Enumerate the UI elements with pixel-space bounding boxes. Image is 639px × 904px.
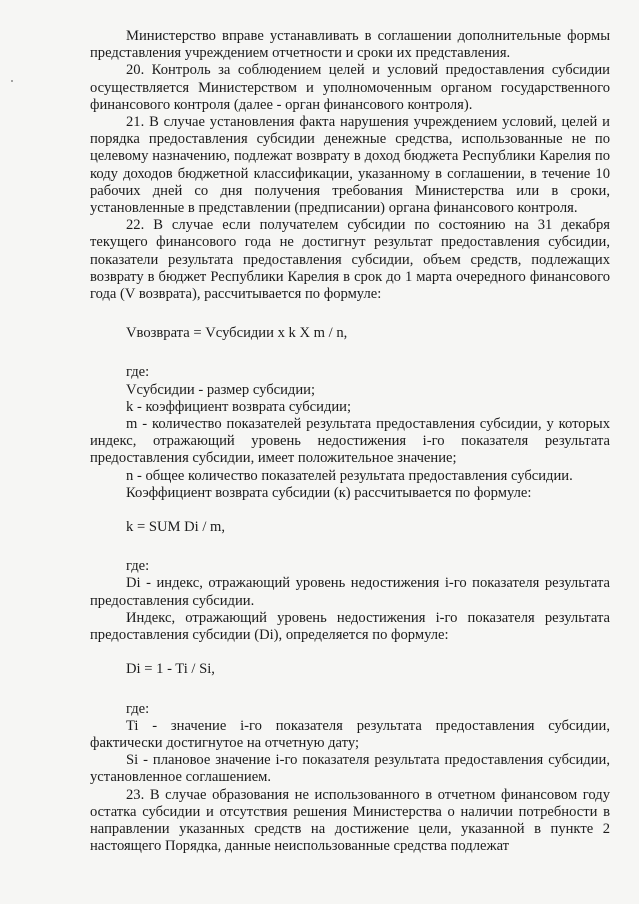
index-intro: Индекс, отражающий уровень недостижения i-го показателя результата предоставления субсидии (Di), определяется по формуле: xyxy=(90,609,610,644)
document-body xyxy=(90,28,610,855)
spacer xyxy=(90,679,610,701)
definition-di: Di - индекс, отражающий уровень недостижения i-го показателя результата предоставления субсидии. xyxy=(90,575,610,609)
spacer xyxy=(90,644,610,661)
spacer xyxy=(90,502,610,519)
definition-n: n - общее количество показателей результата предоставления субсидии. xyxy=(126,467,573,484)
spacer xyxy=(90,303,610,325)
definition-v: Vсубсидии - размер субсидии; xyxy=(126,381,316,398)
formula-return-volume: Vвозврата = Vсубсидии x k X m / n, xyxy=(126,325,348,342)
definition-ti: Ti - значение i-го показателя результата предоставления субсидии, фактически достигнутое на отчетную дату; xyxy=(90,717,610,751)
coefficient-intro: Коэффициент возврата субсидии (к) рассчитывается по формуле: xyxy=(126,484,532,501)
definition-si: Si - плановое значение i-го показателя результата предоставления субсидии, установленное соглашением. xyxy=(90,752,610,786)
where-label-1: где: xyxy=(126,364,150,381)
definition-m: m - количество показателей результата предоставления субсидии, у которых индекс, отражающий уровень недостижения i-го показателя результата предоставления субсидии, имеет положительное значение; xyxy=(90,416,610,467)
formula-coefficient: k = SUM Di / m, xyxy=(126,519,226,536)
formula-index: Di = 1 - Ti / Si, xyxy=(126,661,215,678)
paragraph-intro: Министерство вправе устанавливать в соглашении дополнительные формы представления учреждением отчетности и сроки их представления. xyxy=(90,28,610,62)
spacer xyxy=(90,536,610,558)
scan-speck xyxy=(11,80,13,82)
definition-k: k - коэффициент возврата субсидии; xyxy=(126,398,352,415)
paragraph-20: 20. Контроль за соблюдением целей и условий предоставления субсидии осуществляется Министерством и уполномоченным органом государственного финансового контроля (далее - орган финансового контроля). xyxy=(90,62,610,113)
spacer xyxy=(90,342,610,364)
paragraph-21: 21. В случае установления факта нарушения учреждением условий, целей и порядка предоставления субсидии денежные средства, использованные не по целевому назначению, подлежат возврату в доход бюджета Республики Карелия по коду доходов бюджетной классификации, указанному в соглашении, в течение 10 рабочих дней со дня получения требования Министерства или в сроки, установленные в представлении (предписании) органа финансового контроля. xyxy=(90,114,610,217)
where-label-2: где: xyxy=(126,558,150,575)
paragraph-23: 23. В случае образования не использованного в отчетном финансовом году остатка субсидии и отсутствия решения Министерства о наличии потребности в направлении указанных средств на достижение цели, указанной в пункте 2 настоящего Порядка, данные неиспользованные средства подлежат xyxy=(90,786,610,855)
where-label-3: где: xyxy=(126,700,150,717)
paragraph-22: 22. В случае если получателем субсидии по состоянию на 31 декабря текущего финансового года не достигнут результат предоставления субсидии, показатели результата предоставления субсидии, объем средств, подлежащих возврату в бюджет Республики Карелия в срок до 1 марта очередного финансового года (V возврата), рассчитывается по формуле: xyxy=(90,217,610,303)
